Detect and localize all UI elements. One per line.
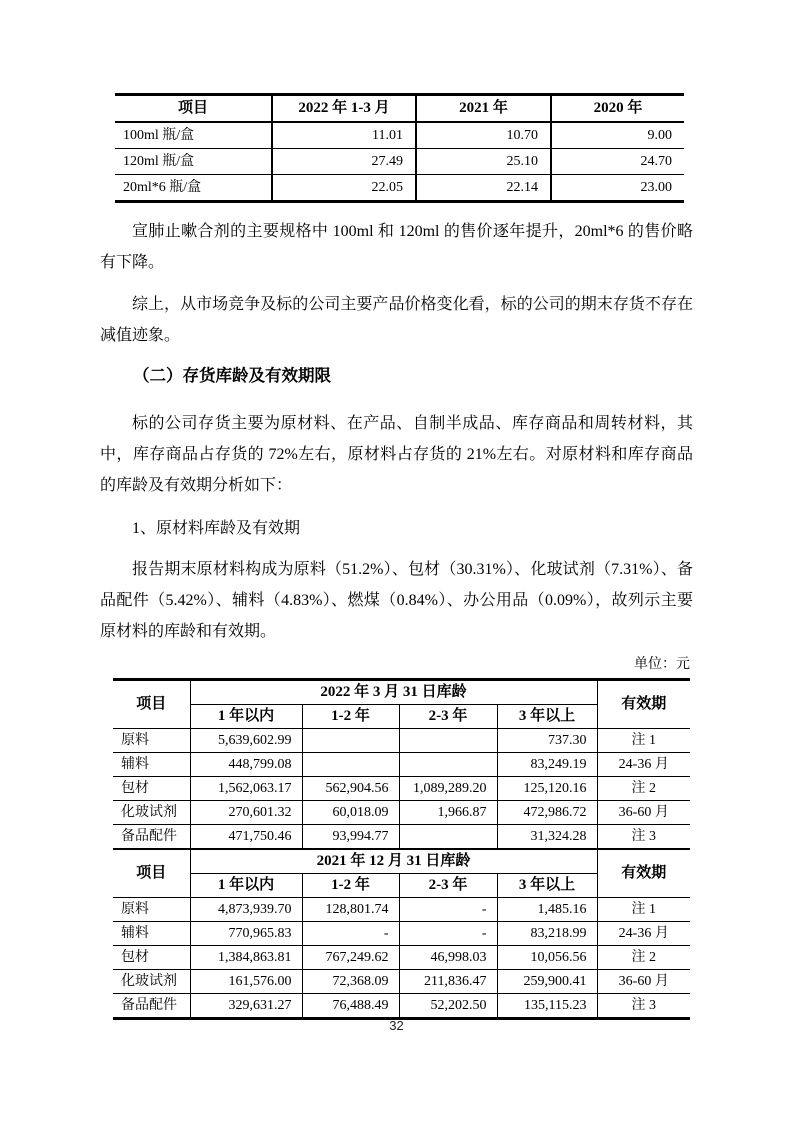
- aging-bucket-header: 3 年以上: [497, 705, 597, 729]
- paragraph-price-trend: 宣肺止嗽合剂的主要规格中 100ml 和 120ml 的售价逐年提升，20ml*6 的售价略有下降。: [100, 223, 693, 271]
- aging-validity-cell: 注 1: [597, 729, 690, 753]
- aging-table-row: [113, 922, 690, 946]
- aging-table-row: [113, 729, 690, 753]
- price-value-cell: 25.10: [416, 149, 551, 175]
- price-item-cell: 100ml 瓶/盒: [115, 122, 272, 149]
- aging-value-cell: -: [399, 898, 497, 922]
- aging-value-cell: [399, 729, 497, 753]
- aging-validity-cell: 24-36 月: [597, 922, 690, 946]
- aging-validity-cell: 注 2: [597, 946, 690, 970]
- price-header-2022: 2022 年 1-3 月: [272, 95, 416, 123]
- paragraph-raw-material-composition: 报告期末原材料构成为原料（51.2%）、包材（30.31%）、化玻试剂（7.31%）、备品配件（5.42%）、辅料（4.83%）、燃煤（0.84%）、办公用品（0.09%），故列示主要原材料的库龄和有效期。: [100, 561, 693, 640]
- inventory-aging-table: [113, 678, 690, 1020]
- price-header-2020: 2020 年: [551, 95, 684, 123]
- aging-item-cell: 包材: [113, 777, 190, 801]
- paragraph-conclusion: 综上，从市场竞争及标的公司主要产品价格变化看，标的公司的期末存货不存在减值迹象。: [100, 296, 693, 344]
- aging-item-cell: 包材: [113, 946, 190, 970]
- aging-value-cell: 1,485.16: [497, 898, 597, 922]
- aging-value-cell: 52,202.50: [399, 994, 497, 1019]
- aging-value-cell: 31,324.28: [497, 825, 597, 850]
- aging-value-cell: 1,562,063.17: [190, 777, 302, 801]
- aging-value-cell: 329,631.27: [190, 994, 302, 1019]
- aging-validity-cell: 注 3: [597, 825, 690, 850]
- page-number: 32: [389, 1018, 404, 1033]
- price-item-cell: 20ml*6 瓶/盒: [115, 175, 272, 202]
- aging-header-row-2022: [113, 680, 690, 705]
- aging-validity-cell: 36-60 月: [597, 801, 690, 825]
- aging-item-header: 项目: [113, 849, 190, 898]
- aging-value-cell: 60,018.09: [302, 801, 399, 825]
- price-value-cell: 27.49: [272, 149, 416, 175]
- aging-value-cell: 259,900.41: [497, 970, 597, 994]
- price-value-cell: 11.01: [272, 122, 416, 149]
- price-value-cell: 22.05: [272, 175, 416, 202]
- aging-value-cell: 135,115.23: [497, 994, 597, 1019]
- aging-item-cell: 化玻试剂: [113, 801, 190, 825]
- aging-value-cell: 83,218.99: [497, 922, 597, 946]
- subsection-heading-raw-material: 1、原材料库龄及有效期: [132, 520, 301, 537]
- aging-bucket-header: 2-3 年: [399, 705, 497, 729]
- aging-value-cell: 270,601.32: [190, 801, 302, 825]
- aging-bucket-header: 1-2 年: [302, 874, 399, 898]
- aging-value-cell: 767,249.62: [302, 946, 399, 970]
- aging-value-cell: 448,799.08: [190, 753, 302, 777]
- price-value-cell: 24.70: [551, 149, 684, 175]
- aging-item-cell: 原料: [113, 729, 190, 753]
- aging-header-row-2021: [113, 849, 690, 874]
- aging-value-cell: -: [302, 922, 399, 946]
- aging-item-cell: 原料: [113, 898, 190, 922]
- aging-value-cell: 128,801.74: [302, 898, 399, 922]
- aging-item-cell: 备品配件: [113, 994, 190, 1019]
- aging-value-cell: 1,966.87: [399, 801, 497, 825]
- aging-validity-header: 有效期: [597, 849, 690, 898]
- aging-value-cell: 93,994.77: [302, 825, 399, 850]
- aging-table-row: [113, 946, 690, 970]
- price-item-cell: 120ml 瓶/盒: [115, 149, 272, 175]
- aging-table-row: [113, 898, 690, 922]
- aging-value-cell: [399, 753, 497, 777]
- aging-table-row: [113, 994, 690, 1019]
- document-page-content: [100, 93, 693, 1020]
- price-value-cell: 9.00: [551, 122, 684, 149]
- aging-value-cell: 76,488.49: [302, 994, 399, 1019]
- aging-table-row: [113, 801, 690, 825]
- price-header-item: 项目: [115, 95, 272, 123]
- aging-value-cell: 10,056.56: [497, 946, 597, 970]
- aging-value-cell: 770,965.83: [190, 922, 302, 946]
- aging-table-row: [113, 825, 690, 850]
- aging-value-cell: 4,873,939.70: [190, 898, 302, 922]
- aging-value-cell: [302, 729, 399, 753]
- price-table: [115, 93, 684, 203]
- aging-value-cell: 562,904.56: [302, 777, 399, 801]
- aging-bucket-header: 1-2 年: [302, 705, 399, 729]
- aging-validity-header: 有效期: [597, 680, 690, 729]
- price-header-2021: 2021 年: [416, 95, 551, 123]
- aging-value-cell: 211,836.47: [399, 970, 497, 994]
- aging-bucket-header: 1 年以内: [190, 705, 302, 729]
- aging-item-header: 项目: [113, 680, 190, 729]
- price-table-row: [115, 122, 684, 149]
- aging-value-cell: 46,998.03: [399, 946, 497, 970]
- aging-table-row: [113, 970, 690, 994]
- price-table-row: [115, 175, 684, 202]
- aging-item-cell: 备品配件: [113, 825, 190, 850]
- price-value-cell: 10.70: [416, 122, 551, 149]
- aging-validity-cell: 36-60 月: [597, 970, 690, 994]
- aging-value-cell: 83,249.19: [497, 753, 597, 777]
- aging-value-cell: 1,089,289.20: [399, 777, 497, 801]
- aging-period-header-2022: 2022 年 3 月 31 日库龄: [190, 680, 597, 705]
- paragraph-inventory-composition: 标的公司存货主要为原材料、在产品、自制半成品、库存商品和周转材料，其中，库存商品占存货的 72%左右，原材料占存货的 21%左右。对原材料和库存商品的库龄及有效期分析如下：: [100, 415, 693, 494]
- aging-bucket-header: 2-3 年: [399, 874, 497, 898]
- aging-table-row: [113, 777, 690, 801]
- price-table-row: [115, 149, 684, 175]
- section-heading-inventory-aging: （二）存货库龄及有效期限: [133, 366, 331, 385]
- aging-item-cell: 辅料: [113, 753, 190, 777]
- price-value-cell: 22.14: [416, 175, 551, 202]
- aging-value-cell: [302, 753, 399, 777]
- aging-value-cell: [399, 825, 497, 850]
- aging-item-cell: 化玻试剂: [113, 970, 190, 994]
- price-table-header-row: [115, 95, 684, 123]
- aging-value-cell: 125,120.16: [497, 777, 597, 801]
- aging-value-cell: 72,368.09: [302, 970, 399, 994]
- aging-validity-cell: 24-36 月: [597, 753, 690, 777]
- aging-value-cell: 5,639,602.99: [190, 729, 302, 753]
- aging-item-cell: 辅料: [113, 922, 190, 946]
- aging-value-cell: -: [399, 922, 497, 946]
- aging-value-cell: 161,576.00: [190, 970, 302, 994]
- aging-bucket-header: 1 年以内: [190, 874, 302, 898]
- aging-value-cell: 737.30: [497, 729, 597, 753]
- aging-value-cell: 471,750.46: [190, 825, 302, 850]
- aging-period-header-2021: 2021 年 12 月 31 日库龄: [190, 849, 597, 874]
- aging-value-cell: 1,384,863.81: [190, 946, 302, 970]
- aging-bucket-header: 3 年以上: [497, 874, 597, 898]
- aging-value-cell: 472,986.72: [497, 801, 597, 825]
- aging-validity-cell: 注 3: [597, 994, 690, 1019]
- unit-label: 单位：元: [634, 657, 690, 672]
- aging-table-row: [113, 753, 690, 777]
- aging-validity-cell: 注 1: [597, 898, 690, 922]
- aging-validity-cell: 注 2: [597, 777, 690, 801]
- price-value-cell: 23.00: [551, 175, 684, 202]
